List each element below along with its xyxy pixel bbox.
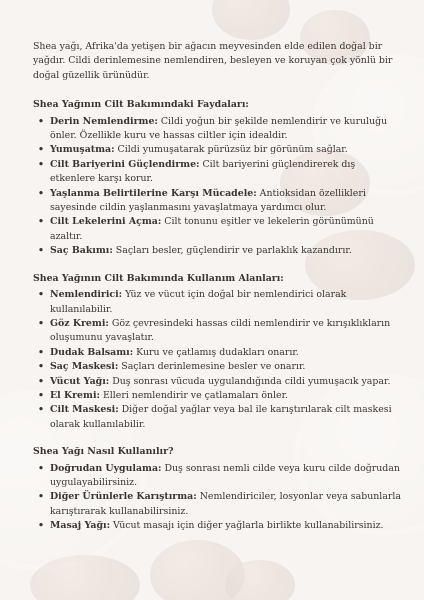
list-item <box>49 360 401 374</box>
section-title: Shea Yağının Cilt Bakımında Kullanım Alanları: <box>33 272 284 284</box>
item-text: Duş sonrası vücuda uygulandığında cildi yumuşacık yapar. <box>109 375 391 387</box>
list-item <box>49 462 401 491</box>
item-term: Yumuşatma: <box>50 144 115 156</box>
item-term: Yaşlanma Belirtilerine Karşı Mücadele: <box>50 187 257 199</box>
list-item <box>49 403 401 432</box>
item-term: El Kremi: <box>50 389 100 401</box>
document-body <box>33 40 401 547</box>
item-term: Saç Maskesi: <box>50 361 119 373</box>
item-text: Cildi yoğun bir şekilde nemlendirir ve kuruluğu önler. Özellikle kuru ve hassas ciltler için idealdir. <box>50 115 388 142</box>
section-how-to-use <box>33 445 401 533</box>
item-term: Nemlendirici: <box>50 289 123 301</box>
list-item <box>49 143 401 157</box>
list-item <box>49 288 401 317</box>
item-text: Cilt tonunu eşitler ve lekelerin görünümünü azaltır. <box>50 216 374 242</box>
list-item <box>49 158 401 187</box>
list-item <box>49 519 401 533</box>
section-usage-areas <box>33 272 401 432</box>
item-term: Cilt Bariyerini Güçlendirme: <box>50 158 200 170</box>
item-term: Dudak Balsamı: <box>50 346 134 358</box>
section-title: Shea Yağı Nasıl Kullanılır? <box>33 446 174 458</box>
item-term: Doğrudan Uygulama: <box>50 462 162 474</box>
item-text: Göz çevresindeki hassas cildi nemlendirir ve kırışıklıkların oluşumunu yavaşlatır. <box>50 317 391 344</box>
section-benefits <box>33 98 401 258</box>
item-term: Vücut Yağı: <box>50 375 110 387</box>
benefits-list <box>33 115 401 259</box>
usage-areas-list <box>33 288 401 432</box>
item-term: Göz Kremi: <box>50 317 109 329</box>
item-term: Cilt Maskesi: <box>50 404 119 416</box>
item-text: Elleri nemlendirir ve çatlamaları önler. <box>99 389 289 401</box>
item-text: Cildi yumuşatarak pürüzsüz bir görünüm sağlar. <box>114 144 348 156</box>
item-term: Cilt Lekelerini Açma: <box>50 216 162 228</box>
how-to-use-list <box>33 462 401 534</box>
item-term: Diğer Ürünlerle Karıştırma: <box>50 491 197 503</box>
list-item <box>49 244 401 258</box>
list-item <box>49 187 401 216</box>
item-term: Saç Bakımı: <box>50 245 113 257</box>
list-item <box>49 346 401 360</box>
item-text: Cilt bariyerini güçlendirerek dış etkenlere karşı korur. <box>50 158 356 185</box>
item-text: Saçları besler, güçlendirir ve parlaklık kazandırır. <box>112 245 352 257</box>
item-text: Duş sonrası nemli cilde veya kuru cilde doğrudan uygulayabilirsiniz. <box>50 462 400 488</box>
list-item <box>49 490 401 519</box>
item-term: Masaj Yağı: <box>50 520 111 532</box>
section-title: Shea Yağının Cilt Bakımındaki Faydaları: <box>33 99 249 111</box>
item-text: Yüz ve vücut için doğal bir nemlendirici olarak kullanılabilir. <box>50 289 347 315</box>
list-item <box>49 317 401 346</box>
list-item <box>49 215 401 244</box>
list-item <box>49 389 401 403</box>
list-item <box>49 115 401 144</box>
item-text: Antioksidan özellikleri sayesinde cildin yaşlanmasını yavaşlatmaya yardımcı olur. <box>50 187 366 214</box>
item-term: Derin Nemlendirme: <box>50 115 158 127</box>
item-text: Vücut masajı için diğer yağlarla birlikte kullanabilirsiniz. <box>110 520 384 532</box>
intro-paragraph: Shea yağı, Afrika'da yetişen bir ağacın meyvesinden elde edilen doğal bir yağdır. Cildi derinlemesine nemlendiren, besleyen ve koruyan çok yönlü bir doğal güzellik ürünüdür. <box>33 41 393 81</box>
item-text: Diğer doğal yağlar veya bal ile karıştırılarak cilt maskesi olarak kullanılabilir. <box>50 404 392 430</box>
item-text: Saçları derinlemesine besler ve onarır. <box>118 361 306 373</box>
item-text: Kuru ve çatlamış dudakları onarır. <box>133 346 299 358</box>
item-text: Nemlendiriciler, losyonlar veya sabunlarla karıştırarak kullanabilirsiniz. <box>50 491 401 517</box>
list-item <box>49 375 401 389</box>
